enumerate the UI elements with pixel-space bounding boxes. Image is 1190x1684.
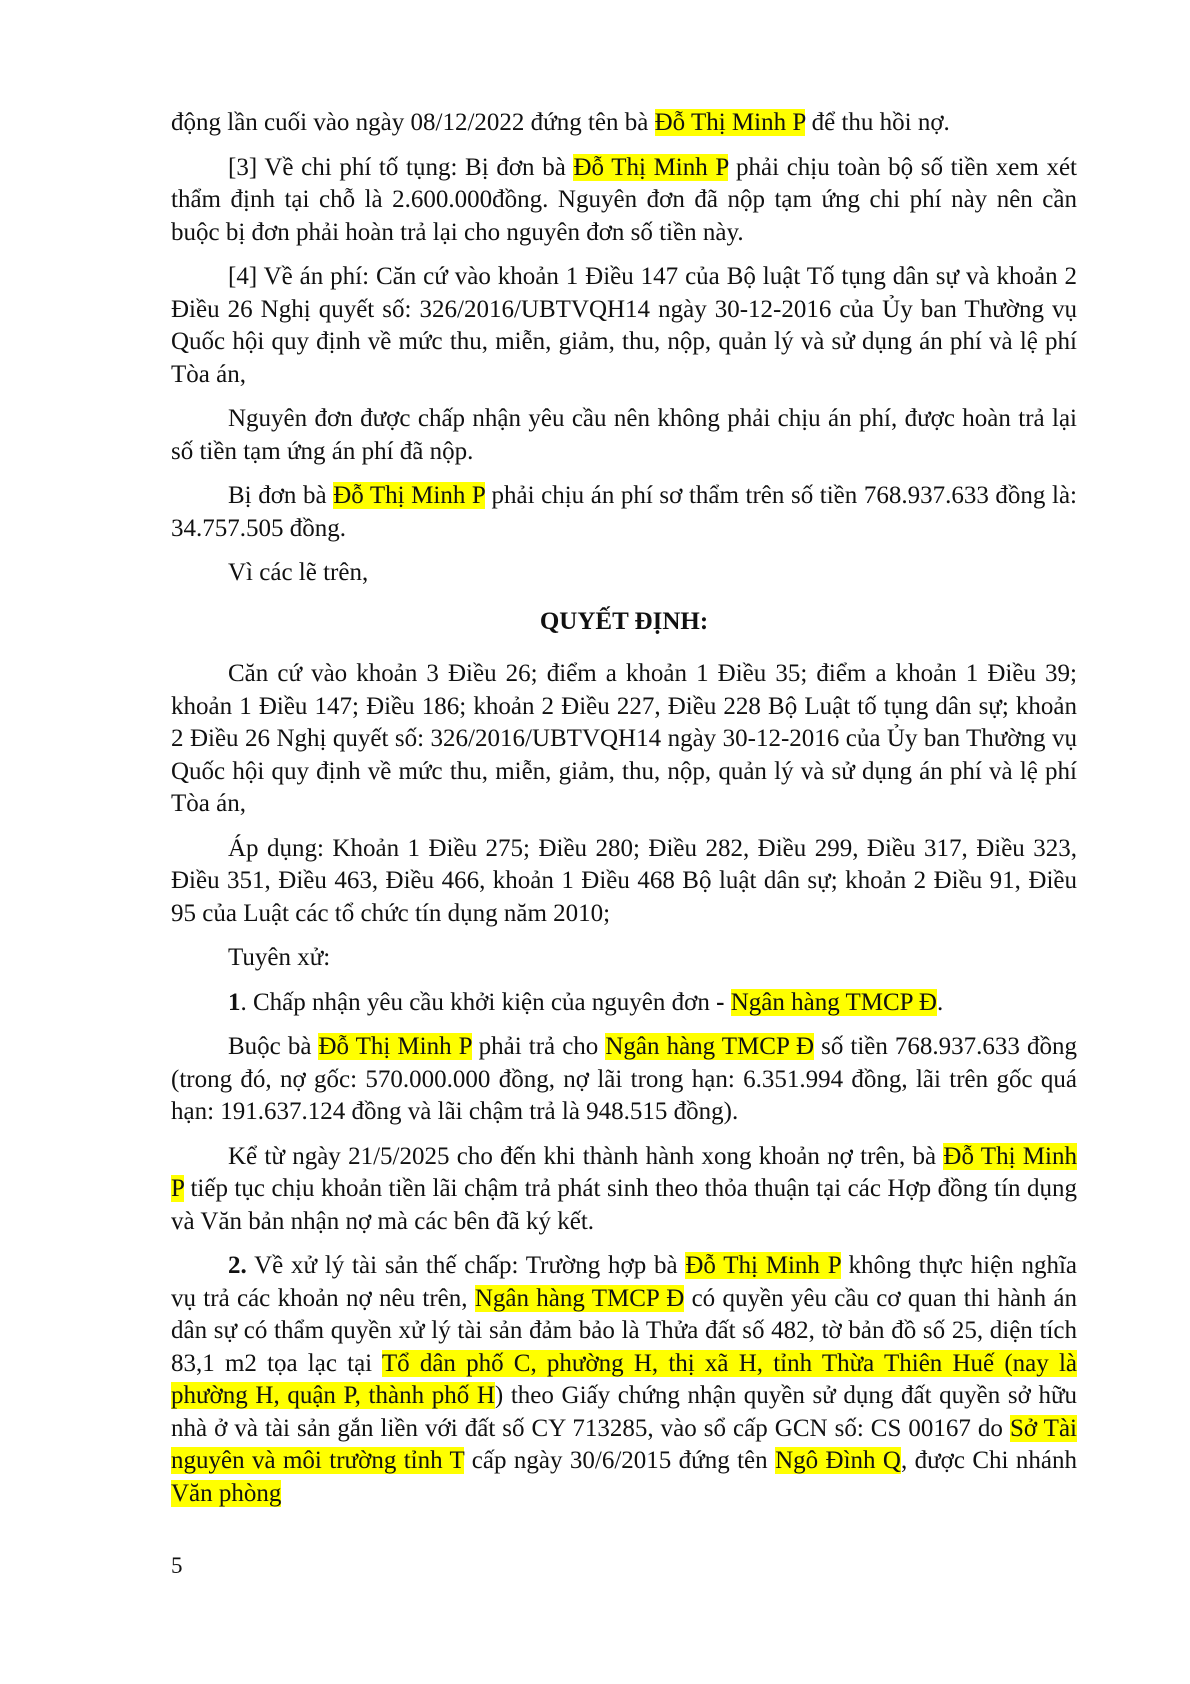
paragraph-plaintiff-fees: Nguyên đơn được chấp nhận yêu cầu nên không phải chịu án phí, được hoàn trả lại số tiền tạm ứng án phí đã nộp. (171, 405, 1077, 465)
highlight-owner: Ngô Đình Q (775, 1447, 901, 1474)
highlight-name: Đỗ Thị Minh P (573, 153, 729, 181)
highlight-name: Đỗ Thị Minh P (333, 482, 485, 509)
paragraph-reasons: Vì các lẽ trên, (228, 559, 369, 586)
highlight-office: Văn phòng (171, 1479, 282, 1507)
highlight-bank: Ngân hàng TMCP Đ (605, 1033, 815, 1060)
highlight-name: Đỗ Thị Minh P (685, 1252, 841, 1279)
section-heading-decision: QUYẾT ĐỊNH: (539, 607, 709, 635)
paragraph-litigation-costs: [3] Về chi phí tố tụng: Bị đơn bà Đỗ Thị Minh P phải chịu toàn bộ số tiền xem xét thẩm định tại chỗ là 2.600.000đồng. Nguyên đơn đã nộp tạm ứng chi phí này nên cần buộc bị đơn phải hoàn trả lại cho nguyên đơn số tiền này. (171, 153, 1077, 246)
paragraph-continuation: động lần cuối vào ngày 08/12/2022 đứng tên bà Đỗ Thị Minh P để thu hồi nợ. (171, 109, 950, 136)
highlight-agency: Sở Tài nguyên và môi trường tỉnh T (171, 1414, 1077, 1474)
page-number: 5 (171, 1553, 183, 1578)
highlight-address: Tổ dân phố C, phường H, thị xã H, tỉnh Thừa Thiên Huế (nay là phường H, quận P, thành phố H (171, 1349, 1077, 1409)
highlight-bank: Ngân hàng TMCP Đ (474, 1284, 685, 1312)
highlight-name: Đỗ Thị Minh P (654, 109, 806, 136)
paragraph-item-1: 1. Chấp nhận yêu cầu khởi kiện của nguyên đơn - Ngân hàng TMCP Đ. (228, 988, 944, 1016)
highlight-name: Đỗ Thị Minh P (318, 1033, 472, 1060)
document-body (171, 107, 1077, 1510)
paragraph-legal-basis: Căn cứ vào khoản 3 Điều 26; điểm a khoản 1 Điều 35; điểm a khoản 1 Điều 39; khoản 1 Điều 147; Điều 186; khoản 2 Điều 227, Điều 228 Bộ Luật tố tụng dân sự; khoản 2 Điều 26 Nghị quyết số: 326/2016/UBTVQH14 ngày 30-12-2016 của Ủy ban Thường vụ Quốc hội quy định về mức thu, miễn, giảm, thu, nộp, quản lý và sử dụng án phí và lệ phí Tòa án, (171, 660, 1077, 817)
paragraph-applied-law: Áp dụng: Khoản 1 Điều 275; Điều 280; Điều 282, Điều 299, Điều 317, Điều 323, Điều 351, Điều 463, Điều 466, khoản 1 Điều 468 Bộ luật dân sự; khoản 2 Điều 91, Điều 95 của Luật các tổ chức tín dụng năm 2010; (171, 834, 1077, 927)
paragraph-court-fees: [4] Về án phí: Căn cứ vào khoản 1 Điều 147 của Bộ luật Tố tụng dân sự và khoản 2 Điều 26 Nghị quyết số: 326/2016/UBTVQH14 ngày 30-12-2016 của Ủy ban Thường vụ Quốc hội quy định về mức thu, miễn, giảm, thu, nộp, quản lý và sử dụng án phí và lệ phí Tòa án, (171, 263, 1077, 388)
highlight-name: Đỗ Thị Minh P (171, 1142, 1077, 1202)
paragraph-defendant-fees: Bị đơn bà Đỗ Thị Minh P phải chịu án phí sơ thẩm trên số tiền 768.937.633 đồng là: 34.757.505 đồng. (171, 482, 1077, 542)
paragraph-payment-order: Buộc bà Đỗ Thị Minh P phải trả cho Ngân hàng TMCP Đ số tiền 768.937.633 đồng (trong đó, nợ gốc: 570.000.000 đồng, nợ lãi trong hạn: 6.351.994 đồng, lãi trên gốc quá hạn: 191.637.124 đồng và lãi chậm trả là 948.515 đồng). (171, 1033, 1077, 1125)
paragraph-verdict-label: Tuyên xử: (228, 944, 331, 971)
highlight-bank: Ngân hàng TMCP Đ (730, 988, 937, 1016)
paragraph-item-2-collateral: 2. Về xử lý tài sản thế chấp: Trường hợp bà Đỗ Thị Minh P không thực hiện nghĩa vụ trả các khoản nợ nêu trên, Ngân hàng TMCP Đ có quyền yêu cầu cơ quan thi hành án dân sự có thẩm quyền xử lý tài sản đảm bảo là Thửa đất số 482, tờ bản đồ số 25, diện tích 83,1 m2 tọa lạc tại Tổ dân phố C, phường H, thị xã H, tỉnh Thừa Thiên Huế (nay là phường H, quận P, thành phố H) theo Giấy chứng nhận quyền sử dụng đất quyền sở hữu nhà ở và tài sản gắn liền với đất số CY 713285, vào sổ cấp GCN số: CS 00167 do Sở Tài nguyên và môi trường tỉnh T cấp ngày 30/6/2015 đứng tên Ngô Đình Q, được Chi nhánh Văn phòng (171, 1252, 1078, 1507)
paragraph-late-interest: Kể từ ngày 21/5/2025 cho đến khi thành hành xong khoản nợ trên, bà Đỗ Thị Minh P tiếp tục chịu khoản tiền lãi chậm trả phát sinh theo thỏa thuận tại các Hợp đồng tín dụng và Văn bản nhận nợ mà các bên đã ký kết. (171, 1142, 1077, 1235)
